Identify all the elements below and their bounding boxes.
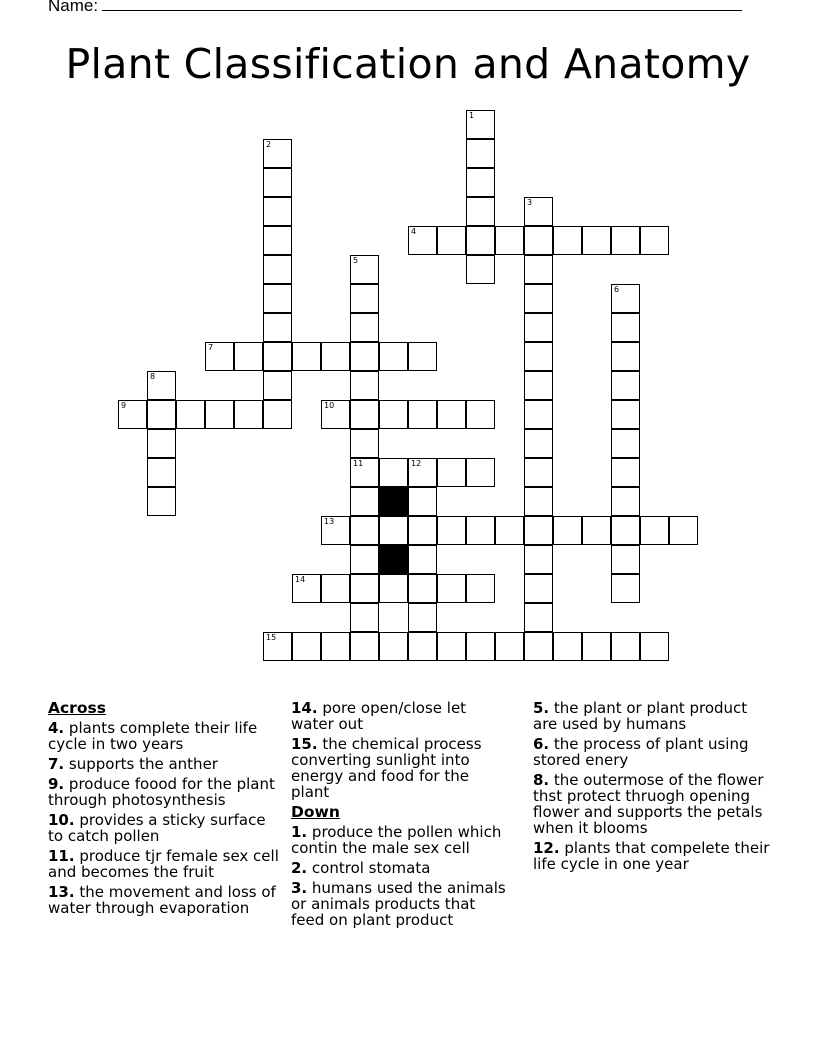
clue-number-label: 8: [150, 372, 156, 381]
crossword-cell[interactable]: [437, 574, 466, 603]
crossword-cell[interactable]: [321, 400, 350, 429]
crossword-cell[interactable]: [524, 516, 553, 545]
crossword-cell[interactable]: [234, 342, 263, 371]
crossword-cell[interactable]: [524, 255, 553, 284]
crossword-cell[interactable]: [379, 574, 408, 603]
crossword-cell[interactable]: [292, 632, 321, 661]
crossword-cell[interactable]: [263, 313, 292, 342]
clue-number-label: 5: [353, 256, 359, 265]
crossword-cell[interactable]: [408, 545, 437, 574]
crossword-cell[interactable]: [205, 342, 234, 371]
clue-across-9: 9. produce foood for the plant through photosynthesis: [48, 775, 275, 809]
clue-number-label: 1: [469, 111, 475, 120]
crossword-cell[interactable]: [321, 632, 350, 661]
clue-across-7: 7. supports the anther: [48, 755, 218, 773]
crossword-cell[interactable]: [408, 603, 437, 632]
clue-number-label: 2: [266, 140, 272, 149]
crossword-cell[interactable]: [611, 226, 640, 255]
crossword-cell[interactable]: [321, 574, 350, 603]
crossword-cell[interactable]: [234, 400, 263, 429]
clue-number-label: 7: [208, 343, 214, 352]
crossword-cell[interactable]: [263, 255, 292, 284]
crossword-cell[interactable]: [379, 458, 408, 487]
crossword-cell[interactable]: [524, 313, 553, 342]
crossword-cell[interactable]: [437, 458, 466, 487]
crossword-cell[interactable]: [263, 284, 292, 313]
crossword-cell[interactable]: [524, 458, 553, 487]
crossword-cell[interactable]: [466, 226, 495, 255]
crossword-cell[interactable]: [524, 371, 553, 400]
crossword-cell[interactable]: [321, 342, 350, 371]
crossword-cell[interactable]: [524, 603, 553, 632]
crossword-cell[interactable]: [263, 632, 292, 661]
crossword-cell[interactable]: [350, 545, 379, 574]
crossword-black-cell: [379, 487, 408, 516]
clues-column-2: [291, 700, 511, 932]
crossword-cell[interactable]: [350, 255, 379, 284]
clue-down-2: 2. control stomata: [291, 859, 431, 877]
crossword-cell[interactable]: [524, 632, 553, 661]
crossword-cell[interactable]: [437, 516, 466, 545]
crossword-cell[interactable]: [350, 313, 379, 342]
crossword-cell[interactable]: [321, 516, 350, 545]
crossword-cell[interactable]: [118, 400, 147, 429]
crossword-cell[interactable]: [263, 197, 292, 226]
crossword-cell[interactable]: [350, 574, 379, 603]
crossword-cell[interactable]: [437, 632, 466, 661]
down-heading: Down: [291, 803, 340, 821]
crossword-cell[interactable]: [611, 458, 640, 487]
crossword-cell[interactable]: [263, 342, 292, 371]
clue-across-10: 10. provides a sticky surface to catch pollen: [48, 811, 266, 845]
crossword-cell[interactable]: [611, 284, 640, 313]
clue-number-label: 13: [324, 517, 335, 526]
crossword-cell[interactable]: [205, 400, 234, 429]
crossword-cell[interactable]: [176, 400, 205, 429]
crossword-cell[interactable]: [147, 429, 176, 458]
crossword-cell[interactable]: [466, 197, 495, 226]
clues-column-1: [48, 700, 283, 920]
crossword-cell[interactable]: [437, 400, 466, 429]
crossword-cell[interactable]: [582, 226, 611, 255]
across-heading: Across: [48, 699, 106, 717]
crossword-cell[interactable]: [495, 632, 524, 661]
crossword-cell[interactable]: [292, 342, 321, 371]
crossword-cell[interactable]: [669, 516, 698, 545]
crossword-cell[interactable]: [524, 429, 553, 458]
crossword-cell[interactable]: [582, 516, 611, 545]
crossword-cell[interactable]: [408, 516, 437, 545]
crossword-cell[interactable]: [147, 487, 176, 516]
crossword-cell[interactable]: [350, 487, 379, 516]
clue-number-label: 10: [324, 401, 335, 410]
clue-number-label: 15: [266, 633, 277, 642]
crossword-cell[interactable]: [611, 313, 640, 342]
crossword-cell[interactable]: [495, 516, 524, 545]
crossword-cell[interactable]: [292, 574, 321, 603]
name-label: Name:: [48, 0, 99, 15]
crossword-cell[interactable]: [553, 516, 582, 545]
crossword-cell[interactable]: [524, 197, 553, 226]
crossword-cell[interactable]: [437, 226, 466, 255]
clue-down-8: 8. the outermose of the flower thst protect thruogh opening flower and supports the petals when it blooms: [533, 771, 764, 837]
clue-down-3: 3. humans used the animals or animals products that feed on plant product: [291, 879, 506, 929]
clue-number-label: 6: [614, 285, 620, 294]
crossword-cell[interactable]: [466, 255, 495, 284]
crossword-cell[interactable]: [466, 168, 495, 197]
crossword-cell[interactable]: [611, 429, 640, 458]
crossword-cell[interactable]: [640, 516, 669, 545]
crossword-cell[interactable]: [524, 545, 553, 574]
crossword-cell[interactable]: [466, 139, 495, 168]
crossword-cell[interactable]: [147, 458, 176, 487]
crossword-cell[interactable]: [466, 400, 495, 429]
crossword-cell[interactable]: [147, 371, 176, 400]
crossword-cell[interactable]: [611, 342, 640, 371]
crossword-cell[interactable]: [466, 632, 495, 661]
crossword-cell[interactable]: [350, 516, 379, 545]
clue-across-13: 13. the movement and loss of water through evaporation: [48, 883, 276, 917]
crossword-cell[interactable]: [147, 400, 176, 429]
crossword-cell[interactable]: [408, 632, 437, 661]
crossword-cell[interactable]: [524, 574, 553, 603]
crossword-cell[interactable]: [350, 429, 379, 458]
crossword-cell[interactable]: [524, 487, 553, 516]
clue-number-label: 3: [527, 198, 533, 207]
crossword-cell[interactable]: [263, 168, 292, 197]
crossword-cell[interactable]: [350, 284, 379, 313]
crossword-cell[interactable]: [611, 545, 640, 574]
crossword-cell[interactable]: [263, 400, 292, 429]
crossword-cell[interactable]: [379, 516, 408, 545]
crossword-cell[interactable]: [350, 342, 379, 371]
clue-across-11: 11. produce tjr female sex cell and becomes the fruit: [48, 847, 279, 881]
page-title: Plant Classification and Anatomy: [65, 40, 751, 88]
crossword-black-cell: [379, 545, 408, 574]
crossword-cell[interactable]: [408, 400, 437, 429]
crossword-cell[interactable]: [408, 487, 437, 516]
crossword-cell[interactable]: [263, 371, 292, 400]
clue-down-1: 1. produce the pollen which contin the male sex cell: [291, 823, 502, 857]
crossword-cell[interactable]: [582, 632, 611, 661]
clue-across-4: 4. plants complete their life cycle in two years: [48, 719, 258, 753]
crossword-cell[interactable]: [466, 574, 495, 603]
clue-down-5: 5. the plant or plant product are used by humans: [533, 699, 748, 733]
crossword-cell[interactable]: [553, 226, 582, 255]
crossword-cell[interactable]: [408, 574, 437, 603]
crossword-cell[interactable]: [350, 458, 379, 487]
crossword-cell[interactable]: [611, 516, 640, 545]
crossword-cell[interactable]: [524, 342, 553, 371]
clue-number-label: 12: [411, 459, 422, 468]
crossword-cell[interactable]: [611, 371, 640, 400]
clue-number-label: 11: [353, 459, 364, 468]
clue-across-15: 15. the chemical process converting sunlight into energy and food for the plant: [291, 735, 482, 801]
crossword-cell[interactable]: [640, 632, 669, 661]
crossword-cell[interactable]: [611, 574, 640, 603]
clue-number-label: 4: [411, 227, 417, 236]
clue-down-12: 12. plants that compelete their life cycle in one year: [533, 839, 770, 873]
crossword-cell[interactable]: [466, 110, 495, 139]
crossword-cell[interactable]: [611, 487, 640, 516]
crossword-cell[interactable]: [350, 371, 379, 400]
clue-down-6: 6. the process of plant using stored enery: [533, 735, 749, 769]
crossword-cell[interactable]: [408, 342, 437, 371]
crossword-cell[interactable]: [553, 632, 582, 661]
crossword-cell[interactable]: [379, 342, 408, 371]
crossword-cell[interactable]: [408, 226, 437, 255]
crossword-cell[interactable]: [466, 458, 495, 487]
crossword-cell[interactable]: [466, 516, 495, 545]
clue-number-label: 14: [295, 575, 306, 584]
crossword-cell[interactable]: [524, 226, 553, 255]
crossword-cell[interactable]: [350, 603, 379, 632]
crossword-cell[interactable]: [350, 400, 379, 429]
crossword-cell[interactable]: [640, 226, 669, 255]
crossword-cell[interactable]: [524, 400, 553, 429]
clue-across-14: 14. pore open/close let water out: [291, 699, 467, 733]
crossword-cell[interactable]: [611, 632, 640, 661]
crossword-cell[interactable]: [379, 400, 408, 429]
clues-column-3: [533, 700, 773, 876]
crossword-cell[interactable]: [350, 632, 379, 661]
crossword-cell[interactable]: [611, 400, 640, 429]
clue-number-label: 9: [121, 401, 127, 410]
crossword-cell[interactable]: [263, 226, 292, 255]
crossword-cell[interactable]: [524, 284, 553, 313]
crossword-cell[interactable]: [408, 458, 437, 487]
crossword-cell[interactable]: [495, 226, 524, 255]
crossword-cell[interactable]: [263, 139, 292, 168]
crossword-cell[interactable]: [379, 632, 408, 661]
